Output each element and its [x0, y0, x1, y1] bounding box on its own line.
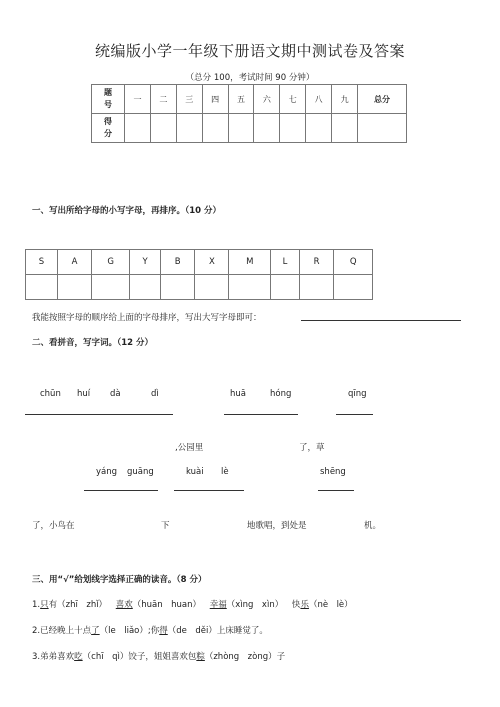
- pinyin-sheng: shēng: [320, 467, 346, 477]
- pinyin-di: dì: [151, 389, 159, 399]
- pinyin-kuai: kuài: [186, 467, 204, 477]
- score-cell[interactable]: [150, 114, 176, 143]
- letter-cell: L: [271, 250, 300, 275]
- pinyin-hua: huā: [230, 389, 246, 399]
- answer-line-sheng[interactable]: [318, 490, 354, 491]
- score-table-score-row: [92, 114, 407, 143]
- score-col-2: 二: [150, 85, 176, 114]
- q3-suffix: （zhòng zòng）子: [204, 652, 286, 662]
- letter-cell: S: [26, 250, 58, 275]
- score-col-5: 五: [228, 85, 254, 114]
- lowercase-answer-row: [26, 275, 373, 300]
- score-cell[interactable]: [358, 114, 407, 143]
- score-table-header-row: [92, 85, 407, 114]
- pinyin-le: lè: [221, 467, 229, 477]
- sentence1-part-a: ,公园里: [175, 443, 204, 453]
- letter-cell: B: [161, 250, 195, 275]
- answer-cell[interactable]: [271, 275, 300, 300]
- answer-cell[interactable]: [58, 275, 92, 300]
- answer-cell[interactable]: [161, 275, 195, 300]
- score-col-9: 九: [332, 85, 358, 114]
- answer-cell[interactable]: [26, 275, 58, 300]
- sentence2-part-c: 地歌唱，到处是: [247, 521, 307, 531]
- pinyin-yang: yáng: [96, 467, 118, 477]
- pinyin-hong: hóng: [270, 389, 292, 399]
- score-col-3: 三: [176, 85, 202, 114]
- q2-suffix: （de děi）上床睡觉了。: [167, 626, 268, 636]
- q2-word-le[interactable]: 了: [91, 626, 100, 636]
- sort-answer-line[interactable]: [301, 320, 461, 321]
- q1-word-xihuan[interactable]: 喜欢: [115, 600, 133, 610]
- answer-cell[interactable]: [299, 275, 334, 300]
- score-cell[interactable]: [306, 114, 332, 143]
- sentence2-part-a: 了，小鸟在: [32, 521, 75, 531]
- letter-cell: M: [229, 250, 271, 275]
- q1-options-xingfu: （xìng xìn）: [226, 600, 284, 610]
- letter-cell: Y: [130, 250, 161, 275]
- score-cell[interactable]: [332, 114, 358, 143]
- q1-options-zhi: 有（zhī zhǐ）: [48, 600, 108, 610]
- pinyin-guang: guāng: [127, 467, 154, 477]
- sentence2-part-b: 下: [161, 521, 170, 531]
- score-col-total: 总分: [358, 85, 407, 114]
- score-col-6: 六: [254, 85, 280, 114]
- section1-instruction: 我能按照字母的顺序给上面的字母排序，写出大写字母即可：: [32, 313, 262, 323]
- answer-line-yangguang[interactable]: [84, 490, 158, 491]
- answer-cell[interactable]: [334, 275, 373, 300]
- sentence2-part-d: 机。: [364, 521, 382, 531]
- letter-cell: A: [58, 250, 92, 275]
- question-3: [32, 650, 285, 662]
- page-title: 统编版小学一年级下册语文期中测试卷及答案: [94, 42, 405, 60]
- q3-word-zong[interactable]: 粽: [196, 652, 205, 662]
- sentence1-part-b: 了，草: [299, 443, 325, 453]
- q1-word-xingfu[interactable]: 幸福: [209, 600, 227, 610]
- answer-line-chunhuidadi[interactable]: [25, 414, 173, 415]
- q2-middle: （le liǎo）;你: [99, 626, 160, 636]
- page-subtitle: （总分 100，考试时间 90 分钟）: [185, 73, 315, 83]
- q3-prefix: 3.弟弟喜欢: [32, 652, 75, 662]
- letter-cell: R: [299, 250, 334, 275]
- score-col-7: 七: [280, 85, 306, 114]
- score-col-4: 四: [202, 85, 228, 114]
- question-2: [32, 624, 268, 636]
- section3-heading: 三、用“√”给划线字选择正确的读音。（8 分）: [32, 575, 207, 585]
- answer-line-qing[interactable]: [336, 414, 373, 415]
- answer-cell[interactable]: [195, 275, 229, 300]
- q1-options-le: （nè lè）: [308, 600, 353, 610]
- question-1: [32, 598, 353, 610]
- q2-prefix: 2.已经晚上十点: [32, 626, 92, 636]
- answer-cell[interactable]: [229, 275, 271, 300]
- score-table-row1-label: 题号: [92, 85, 125, 114]
- q3-middle: （chī qì）饺子，姐姐喜欢包: [82, 652, 197, 662]
- letters-table: [25, 249, 373, 300]
- letters-row: [26, 250, 373, 275]
- q1-options-xihuan: （huān huan）: [132, 600, 202, 610]
- score-table: [91, 84, 407, 143]
- score-col-8: 八: [306, 85, 332, 114]
- score-cell[interactable]: [202, 114, 228, 143]
- score-cell[interactable]: [228, 114, 254, 143]
- score-col-1: 一: [125, 85, 151, 114]
- q1-prefix-kuai: 快: [291, 600, 301, 610]
- score-cell[interactable]: [254, 114, 280, 143]
- answer-cell[interactable]: [130, 275, 161, 300]
- answer-line-kuaile[interactable]: [174, 490, 244, 491]
- score-cell[interactable]: [176, 114, 202, 143]
- score-cell[interactable]: [125, 114, 151, 143]
- score-cell[interactable]: [280, 114, 306, 143]
- section2-heading: 二、看拼音，写字词。（12 分）: [32, 338, 154, 348]
- answer-cell[interactable]: [92, 275, 130, 300]
- q1-word-zhi[interactable]: 只: [40, 600, 49, 610]
- answer-line-huahong[interactable]: [224, 414, 298, 415]
- q3-word-chi[interactable]: 吃: [74, 652, 83, 662]
- pinyin-chun: chūn: [40, 389, 61, 399]
- q1-word-le[interactable]: 乐: [300, 600, 309, 610]
- letter-cell: X: [195, 250, 229, 275]
- letter-cell: G: [92, 250, 130, 275]
- q2-word-de[interactable]: 得: [159, 626, 168, 636]
- section1-heading: 一、写出所给字母的小写字母，再排序。（10 分）: [32, 206, 222, 216]
- q1-number: 1.: [32, 600, 41, 610]
- score-table-row2-label: 得分: [92, 114, 125, 143]
- pinyin-qing: qīng: [348, 389, 367, 399]
- letter-cell: Q: [334, 250, 373, 275]
- pinyin-hui: huí: [77, 389, 91, 399]
- pinyin-da: dà: [110, 389, 121, 399]
